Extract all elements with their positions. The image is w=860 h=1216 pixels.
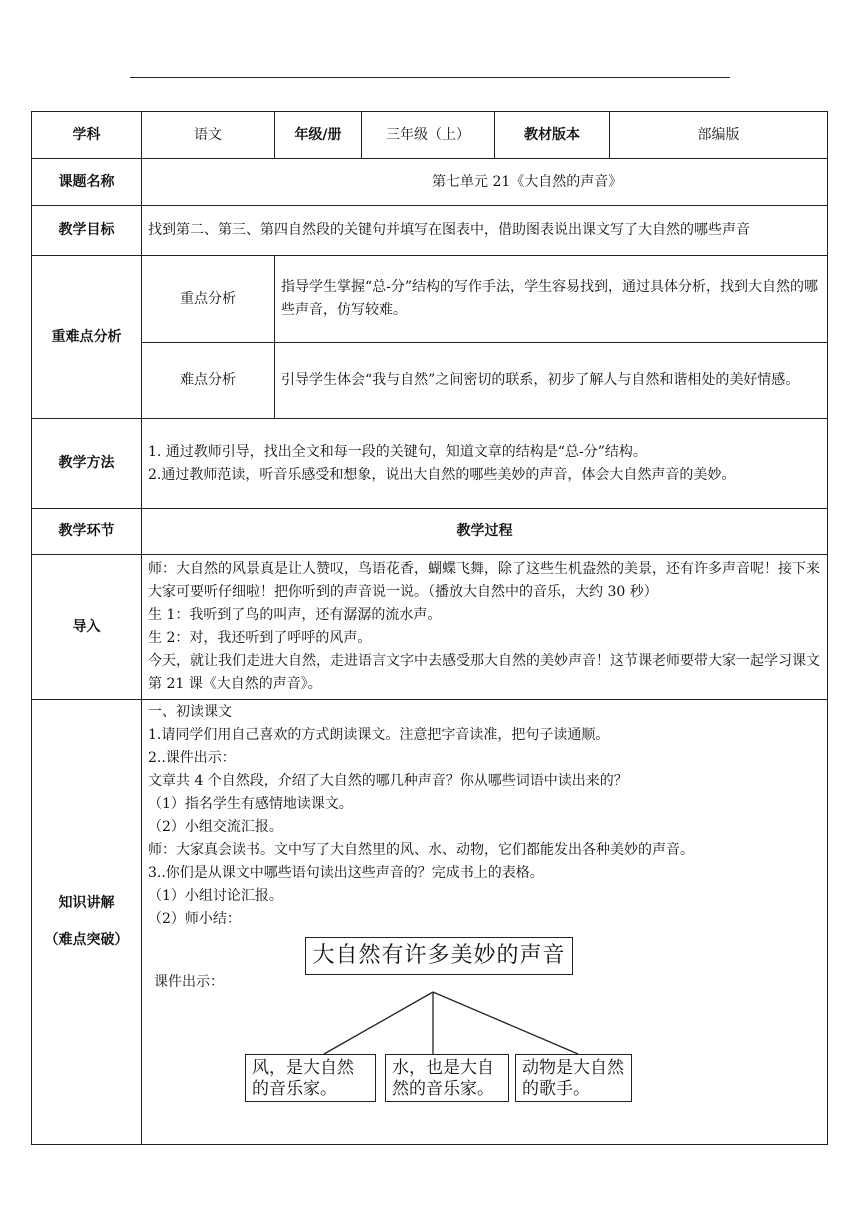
diagram-branch-water: 水，也是大自然的音乐家。 [385, 1054, 509, 1102]
teaching-goal-value: 找到第二、第三、第四自然段的关键句并填写在图表中，借助图表说出课文写了大自然的哪些声音 [142, 206, 828, 256]
lesson-plan-table [31, 111, 828, 1145]
grade-label: 年级/册 [275, 112, 362, 159]
teaching-process-label: 教学过程 [142, 509, 828, 555]
lesson-title-text: 第七单元 21《大自然的声音》 [432, 173, 623, 190]
intro-line-2: 生 1：我听到了鸟的叫声，还有潺潺的流水声。 [148, 607, 442, 623]
key-point-label: 重点分析 [142, 256, 275, 343]
intro-line-1: 师：大自然的风景真是让人赞叹，鸟语花香，蝴蝶飞舞，除了这些生机盎然的美景，还有许多声音呢！接下来大家可要听仔细啦！把你听到的声音说一说。（播放大自然中的音乐，大约 30 秒） [148, 561, 820, 600]
method-row [32, 419, 828, 509]
connector-right [433, 992, 578, 1054]
difficult-point-label: 难点分析 [142, 343, 275, 419]
method-line-1: 1. 通过教师引导，找出全文和每一段的关键句，知道文章的结构是“总-分”结构。 [148, 443, 647, 460]
knowledge-label: 知识讲解 [58, 895, 115, 911]
knowledge-line-6: （2）小组交流汇报。 [148, 819, 283, 835]
knowledge-line-1: 一、初读课文 [148, 704, 232, 720]
intro-line-4: 今天，就让我们走进大自然，走进语言文字中去感受那大自然的美妙声音！这节课老师要带大家一起学习课文第 21 课《大自然的声音》。 [148, 653, 820, 692]
key-point-row [32, 256, 828, 343]
knowledge-line-3: 2..课件出示： [148, 750, 236, 766]
method-line-2: 2.通过教师范读，听音乐感受和想象，说出大自然的哪些美妙的声音，体会大自然声音的美妙。 [148, 466, 736, 483]
edition-label: 教材版本 [495, 112, 610, 159]
diagram-main-box: 大自然有许多美妙的声音 [305, 937, 573, 975]
intro-line-3: 生 2：对，我还听到了呼呼的风声。 [148, 630, 372, 646]
intro-row [32, 555, 828, 700]
diagram-connectors [148, 931, 828, 1061]
difficult-point-value: 引导学生体会“我与自然”之间密切的联系，初步了解人与自然和谐相处的美好情感。 [275, 343, 828, 419]
subject-label: 学科 [32, 112, 142, 159]
teaching-goal-label: 教学目标 [32, 206, 142, 256]
intro-label: 导入 [32, 555, 142, 700]
grade-value: 三年级（上） [362, 112, 495, 159]
knowledge-content [142, 700, 828, 1145]
knowledge-sublabel: （难点突破） [44, 932, 129, 948]
diagram-caption: 课件出示： [154, 974, 224, 990]
goal-row [32, 206, 828, 256]
teaching-method-label: 教学方法 [32, 419, 142, 509]
teaching-method-value [142, 419, 828, 509]
difficult-point-row [32, 343, 828, 419]
edition-value: 部编版 [610, 112, 828, 159]
key-point-value: 指导学生掌握“总-分”结构的写作手法，学生容易找到，通过具体分析，找到大自然的哪些声音，仿写较难。 [275, 256, 828, 343]
title-row [32, 159, 828, 206]
knowledge-line-9: （1）小组讨论汇报。 [148, 888, 283, 904]
diagram-branch-animals: 动物是大自然的歌手。 [515, 1054, 632, 1102]
diagram-branch-wind: 风，是大自然的音乐家。 [245, 1054, 376, 1102]
analysis-label: 重难点分析 [32, 256, 142, 419]
intro-content [142, 555, 828, 700]
knowledge-line-10: （2）师小结： [148, 911, 241, 927]
connector-left [324, 992, 433, 1054]
lesson-title-value [142, 159, 828, 206]
knowledge-row [32, 700, 828, 1145]
header-row [32, 112, 828, 159]
process-header-row [32, 509, 828, 555]
teaching-stage-label: 教学环节 [32, 509, 142, 555]
knowledge-line-7: 师：大家真会读书。文中写了大自然里的风、水、动物，它们都能发出各种美妙的声音。 [148, 842, 694, 858]
knowledge-line-4: 文章共 4 个自然段，介绍了大自然的哪几种声音？你从哪些词语中读出来的？ [148, 773, 628, 789]
header-rule [130, 77, 730, 78]
subject-value: 语文 [142, 112, 275, 159]
knowledge-label-cell [32, 700, 142, 1145]
knowledge-line-5: （1）指名学生有感情地读课文。 [148, 796, 353, 812]
knowledge-line-8: 3..你们是从课文中哪些语句读出这些声音的？完成书上的表格。 [148, 865, 544, 881]
sound-structure-diagram [148, 931, 821, 1141]
lesson-title-label: 课题名称 [32, 159, 142, 206]
knowledge-line-2: 1.请同学们用自己喜欢的方式朗读课文。注意把字音读准，把句子读通顺。 [148, 727, 610, 743]
